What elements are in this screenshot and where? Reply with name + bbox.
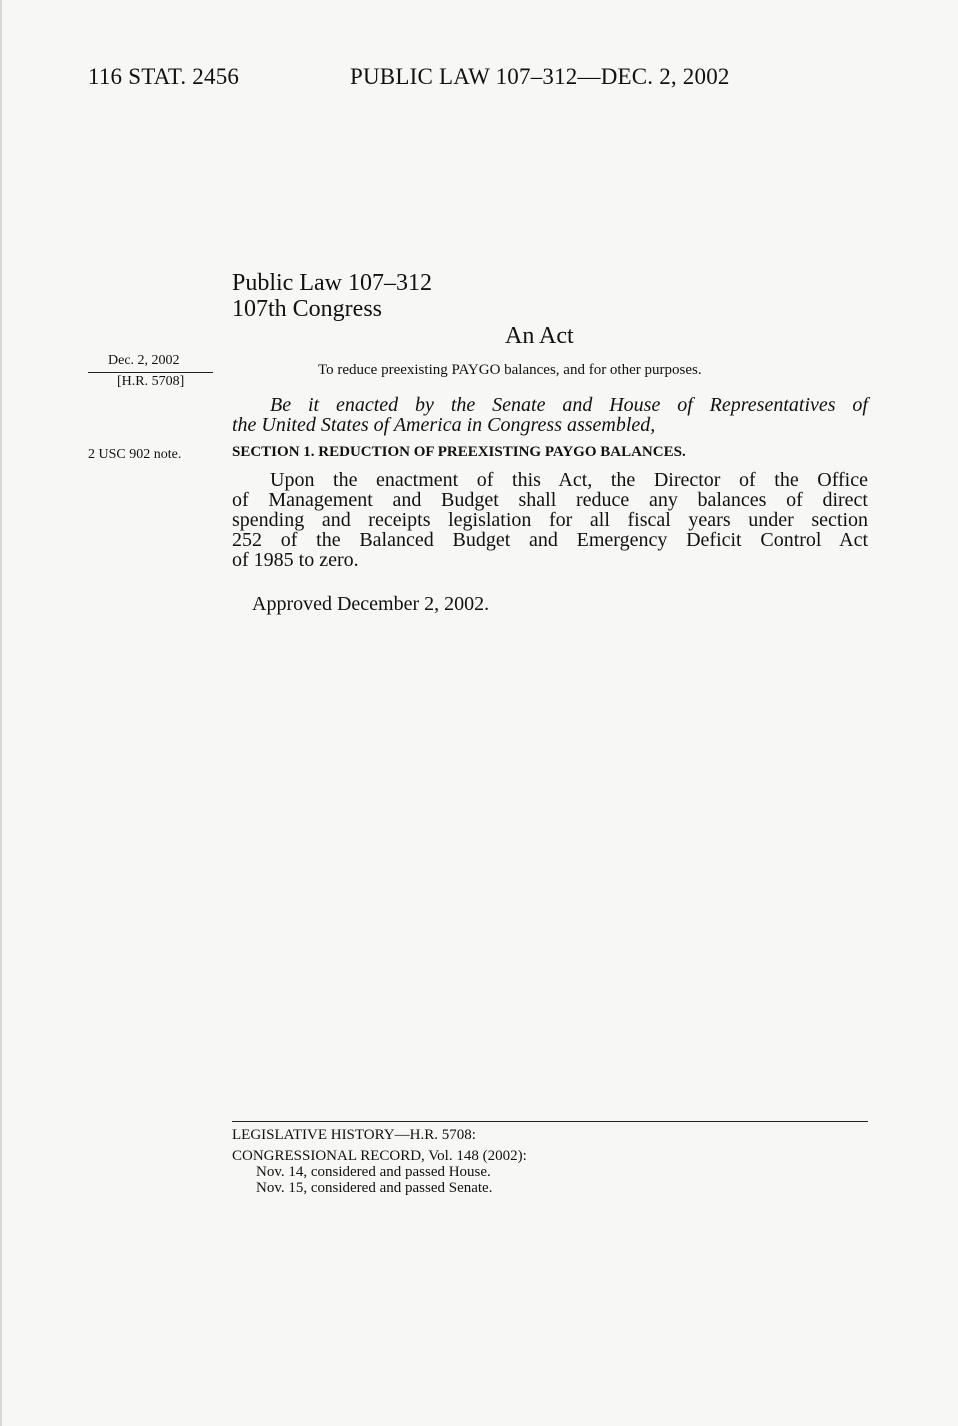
legislative-history-title: LEGISLATIVE HISTORY—H.R. 5708:	[232, 1127, 476, 1143]
act-heading: An Act	[505, 323, 574, 349]
margin-usc-note: 2 USC 902 note.	[88, 447, 182, 462]
running-header-law: PUBLIC LAW 107–312—DEC. 2, 2002	[350, 64, 730, 89]
page-edge-shadow	[0, 0, 2, 1426]
enacting-clause-line: the United States of America in Congress assembled,	[232, 414, 656, 436]
section-body-line: Upon the enactment of this Act, the Director of the Office	[270, 469, 868, 491]
section-body-line: of Management and Budget shall reduce any balances of direct	[232, 489, 868, 511]
history-entry-house: Nov. 14, considered and passed House.	[256, 1164, 491, 1180]
section-body-line: 252 of the Balanced Budget and Emergency Deficit Control Act	[232, 529, 868, 551]
section-heading: SECTION 1. REDUCTION OF PREEXISTING PAYGO BALANCES.	[232, 444, 686, 460]
enacting-clause	[232, 395, 868, 435]
purpose-statement: To reduce preexisting PAYGO balances, and for other purposes.	[318, 362, 702, 378]
running-header-stat: 116 STAT. 2456	[88, 64, 240, 89]
margin-date: Dec. 2, 2002	[108, 353, 180, 368]
section-body-line: of 1985 to zero.	[232, 549, 359, 571]
section-body	[232, 470, 868, 570]
approval-date: Approved December 2, 2002.	[252, 593, 490, 615]
section-body-line: spending and receipts legislation for all fiscal years under section	[232, 509, 868, 531]
history-entry-senate: Nov. 15, considered and passed Senate.	[256, 1180, 493, 1196]
legislative-history-divider	[232, 1121, 868, 1122]
public-law-title: Public Law 107–312	[232, 270, 432, 296]
margin-bill-number: [H.R. 5708]	[117, 374, 185, 389]
enacting-clause-line: Be it enacted by the Senate and House of Representatives of	[270, 394, 868, 416]
congressional-record: CONGRESSIONAL RECORD, Vol. 148 (2002):	[232, 1148, 527, 1164]
margin-divider	[88, 372, 213, 373]
congress-title: 107th Congress	[232, 296, 382, 322]
